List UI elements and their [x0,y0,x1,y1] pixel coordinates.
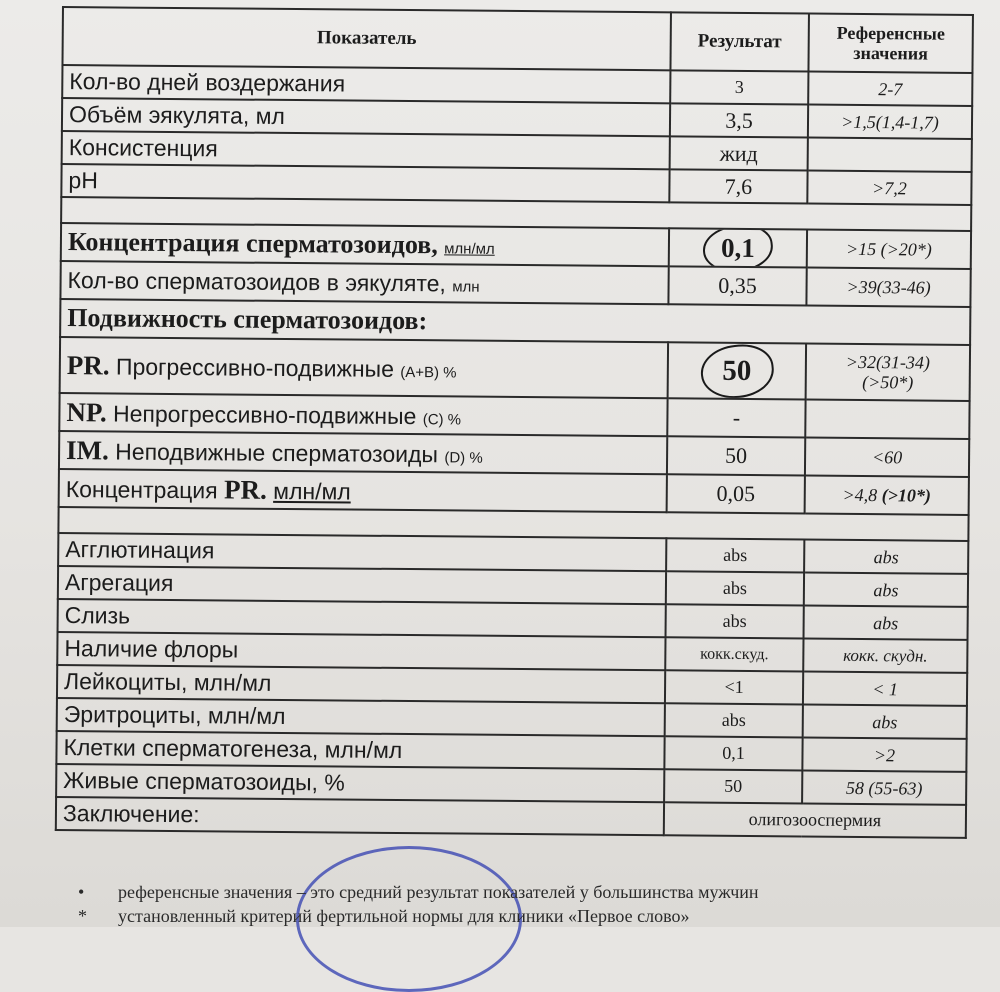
param-cell: Клетки сперматогенеза, млн/мл [56,731,664,769]
footnote-1 [78,882,759,903]
header-param: Показатель [62,7,670,70]
ref-cell: < 1 [803,671,967,705]
param-cell [59,469,667,512]
count-unit: млн [452,277,480,296]
ref-cell: кокк. скудн. [803,638,967,672]
table-header-row [62,7,972,73]
result-cell: 3,5 [670,103,808,137]
ref-cell: abs [804,605,968,639]
prc-desc: Концентрация [65,475,218,503]
result-cell: жид [670,136,808,170]
pr-ref-line1: >32(31-34) [845,351,931,373]
param-cell: Живые сперматозоиды, % [56,764,664,802]
prc-abbr: PR. [223,473,267,505]
concentration-unit: млн/мл [444,240,495,258]
im-desc: Неподвижные сперматозоиды [115,437,439,467]
ref-cell: >1,5(1,4-1,7) [808,105,972,139]
param-cell [59,393,667,436]
header-ref-line1: Референсные [836,22,945,44]
ref-cell: <60 [805,438,969,477]
ref-cell: 2-7 [808,72,972,106]
footnote-2 [78,906,689,927]
ref-cell: abs [804,572,968,606]
np-abbr: NP. [66,396,107,427]
param-cell: Агрегация [58,566,666,604]
ref-cell: >39(33-46) [806,268,970,307]
param-cell: Лейкоциты, млн/мл [57,665,665,703]
result-cell: 50 [667,436,805,475]
result-cell: 7,6 [669,169,807,203]
np-desc: Непрогрессивно-подвижные [112,399,417,429]
result-cell: abs [666,571,804,605]
prc-ref: >4,8 [842,484,878,506]
footnote-text: установленный критерий фертильной нормы для клиники «Первое слово» [118,906,690,926]
result-cell: 0,1 [664,736,802,770]
result-cell: - [667,398,805,437]
ref-cell: >2 [802,737,966,771]
param-cell [60,261,668,304]
footnote-text: референсные значения – это средний результат показателей у большинства мужчин [118,882,759,902]
conclusion-value: олигозооспермия [664,802,966,838]
pr-abbr: PR. [66,349,110,380]
header-reference [808,14,972,73]
result-cell: <1 [665,670,803,704]
footnote-asterisk: * [78,906,87,926]
result-cell: 0,35 [668,266,806,305]
result-cell: abs [665,703,803,737]
result-cell [668,342,806,399]
motility-pr-row [60,337,970,401]
prc-unit: млн/мл [273,477,351,505]
param-cell: Слизь [58,599,666,637]
result-cell: abs [666,538,804,572]
param-cell: Наличие флоры [57,632,665,670]
pr-ref-line2: (>50*) [862,371,914,393]
ref-cell [805,476,969,515]
ref-cell [806,344,970,401]
param-cell: Эритроциты, млн/мл [57,698,665,736]
semen-analysis-table [55,6,974,839]
result-cell: кокк.скуд. [665,637,803,671]
motility-title: Подвижность сперматозоидов: [67,303,428,336]
circled-value: 50 [708,350,765,391]
param-cell: Агглютинация [58,533,666,571]
footnote-bullet: • [78,882,85,902]
ref-cell: >15 (>20*) [807,230,971,269]
param-cell [61,223,669,266]
im-abbr: IM. [65,434,110,465]
result-cell: 3 [670,70,808,104]
ref-cell: abs [804,539,968,573]
result-cell: abs [666,604,804,638]
pr-desc: Прогрессивно-подвижные [115,352,395,382]
conclusion-label: Заключение: [56,797,664,835]
ref-cell: 58 (55-63) [802,770,966,804]
param-cell: Объём эякулята, мл [62,98,670,136]
header-ref-line2: значения [853,42,928,64]
count-label: Кол-во сперматозоидов в эякуляте, [67,266,447,296]
ref-cell [805,400,969,439]
result-cell [669,228,807,267]
concentration-label: Концентрация сперматозоидов, [67,227,438,260]
result-cell: 0,05 [667,474,805,513]
ref-cell [808,138,972,172]
np-unit: (C) % [422,410,462,428]
pr-unit: (A+B) % [400,363,457,381]
ref-cell: >7,2 [807,171,971,205]
circled-value: 0,1 [711,230,765,265]
param-cell: pH [61,164,669,202]
ref-cell: abs [803,704,967,738]
param-cell: Консистенция [62,131,670,169]
param-cell: Кол-во дней воздержания [62,65,670,103]
param-cell [59,431,667,474]
header-result: Результат [670,12,809,71]
param-cell [60,337,668,398]
prc-ref-bold: (>10*) [881,485,932,506]
conclusion-row [56,797,966,838]
result-cell: 50 [664,769,802,803]
im-unit: (D) % [444,448,483,467]
